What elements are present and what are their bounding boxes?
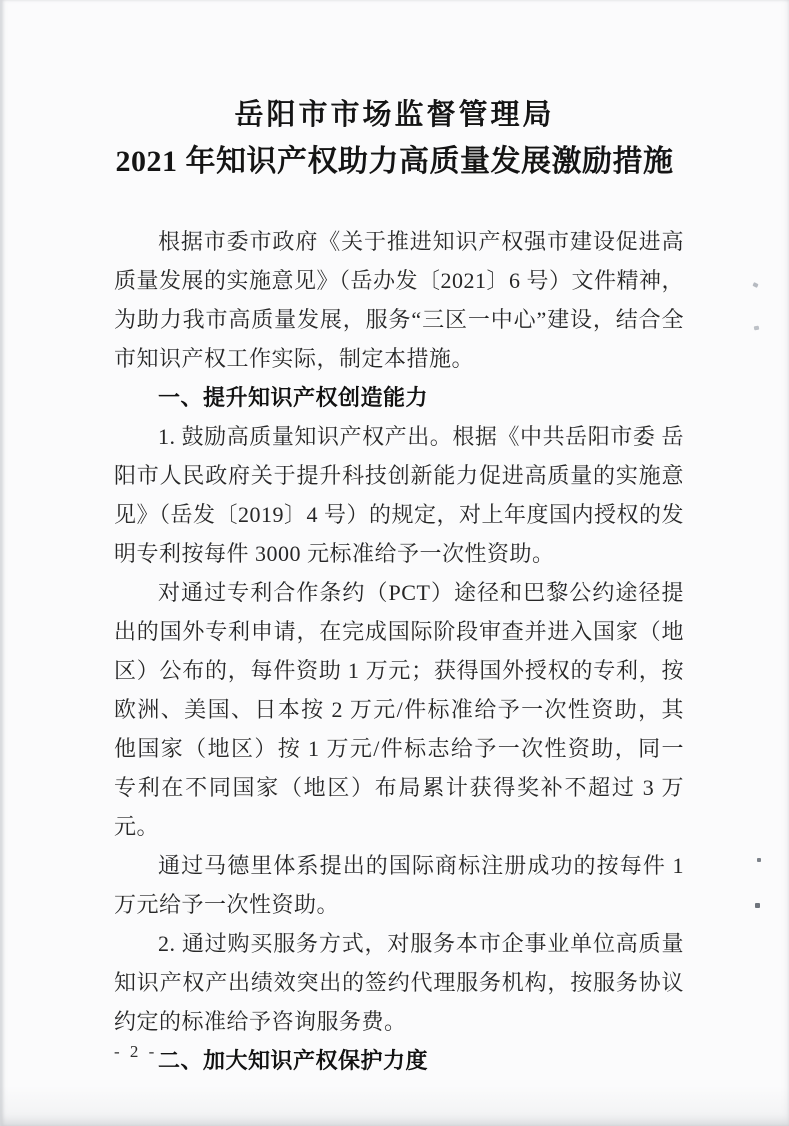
document-body: [114, 222, 684, 1080]
paragraph-intro: 根据市委市政府《关于推进知识产权强市建设促进高质量发展的实施意见》（岳办发〔2021〕6 号）文件精神，为助力我市高质量发展，服务“三区一中心”建设，结合全市知识产权工作实际，制定本措施。: [114, 229, 685, 371]
scan-speck: [757, 858, 761, 862]
section-heading-2: 二、加大知识产权保护力度: [158, 1048, 429, 1073]
scan-speck: [752, 282, 758, 288]
document-title: [0, 94, 789, 184]
title-line-2: 2021 年知识产权助力高质量发展激励措施: [115, 145, 674, 178]
scan-speck: [754, 326, 760, 331]
paragraph-1-1-pct: 对通过专利合作条约（PCT）途径和巴黎公约途径提出的国外专利申请，在完成国际阶段审查并进入国家（地区）公布的，每件资助 1 万元；获得国外授权的专利，按欧洲、美国、日本按 2 万元/件标准给予一次性资助，其他国家（地区）按 1 万元/件标志给予一次性资助，同一专利在不同国家（地区）布局累计获得奖补不超过 3 万元。: [114, 580, 684, 839]
paragraph-1-2: 2. 通过购买服务方式，对服务本市企事业单位高质量知识产权产出绩效突出的签约代理服务机构，按服务协议约定的标准给予咨询服务费。: [114, 931, 684, 1034]
paragraph-1-1-madrid: 通过马德里体系提出的国际商标注册成功的按每件 1 万元给予一次性资助。: [114, 853, 684, 917]
paragraph-1-1: 1. 鼓励高质量知识产权产出。根据《中共岳阳市委 岳阳市人民政府关于提升科技创新能力促进高质量的实施意见》（岳发〔2019〕4 号）的规定，对上年度国内授权的发明专利按每件 3000 元标准给予一次性资助。: [114, 424, 685, 566]
scan-speck: [755, 903, 760, 908]
title-line-1: 岳阳市市场监督管理局: [234, 99, 555, 131]
page-number: - 2 -: [114, 1042, 158, 1061]
section-heading-1: 一、提升知识产权创造能力: [158, 385, 429, 410]
